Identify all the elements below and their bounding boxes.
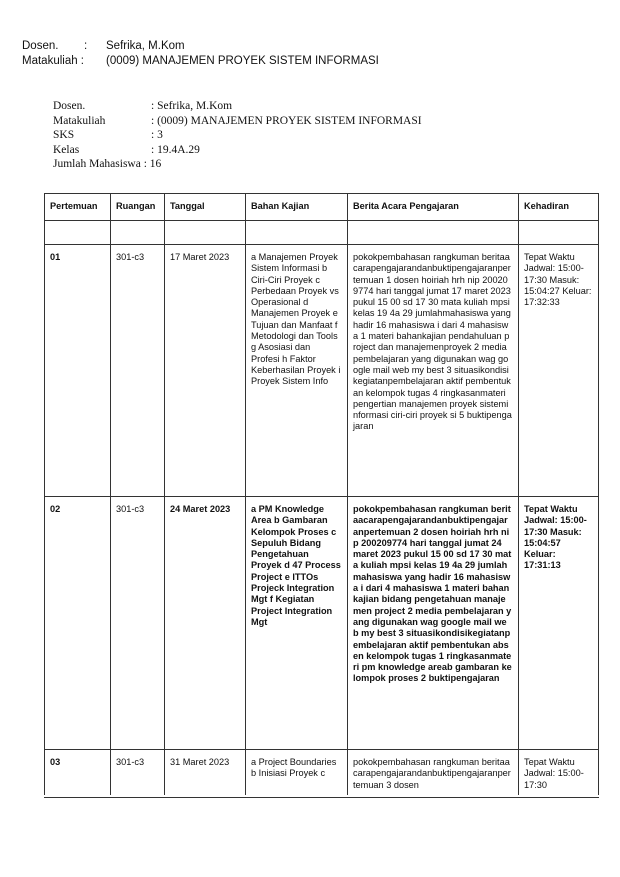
cell-bahan-kajian: a Project Boundaries b Inisiasi Proyek c <box>245 750 347 798</box>
cell-ruangan: 301-c3 <box>110 245 164 497</box>
info-matkul-label: Matakuliah <box>53 114 106 127</box>
table-row <box>44 497 599 750</box>
column-header-ruangan: Ruangan <box>110 194 164 221</box>
table-row <box>44 245 599 497</box>
cell-kehadiran: Tepat Waktu Jadwal: 15:00-17:30 <box>518 750 599 798</box>
info-sks-row <box>53 128 422 143</box>
column-header-berita-acara: Berita Acara Pengajaran <box>347 194 518 221</box>
table-header-row <box>44 194 599 221</box>
table-row <box>44 750 599 798</box>
info-sks-value: : 3 <box>151 129 163 141</box>
column-header-bahan-kajian: Bahan Kajian <box>245 194 347 221</box>
cell-tanggal: 17 Maret 2023 <box>164 245 245 497</box>
info-dosen-label: Dosen. <box>53 100 86 112</box>
header-dosen-label: Dosen. <box>22 40 59 52</box>
cell-pertemuan: 02 <box>44 497 110 750</box>
column-header-pertemuan: Pertemuan <box>44 194 110 221</box>
header-matkul-value: (0009) MANAJEMEN PROYEK SISTEM INFORMASI <box>106 55 379 67</box>
info-matkul-row <box>53 114 422 129</box>
attendance-table <box>44 193 599 798</box>
column-header-tanggal: Tanggal <box>164 194 245 221</box>
info-kelas-value: : 19.4A.29 <box>151 143 200 156</box>
header-matkul-label: Matakuliah : <box>22 55 85 67</box>
cell-pertemuan: 01 <box>44 245 110 497</box>
cell-bahan-kajian: a Manajemen Proyek Sistem Informasi b Ciri-Ciri Proyek c Perbedaan Proyek vs Operasional d Manajemen Proyek e Tujuan dan Manfaat f Metodologi dan Tools g Asosiasi dan Profesi h Faktor Keberhasilan Proyek i Proyek Sistem Info <box>245 245 347 497</box>
info-kelas-label: Kelas <box>53 143 80 156</box>
cell-tanggal: 24 Maret 2023 <box>164 497 245 750</box>
info-dosen-row <box>53 99 422 114</box>
cell-berita-acara: pokokpembahasan rangkuman beritaacarapengajarandanbuktipengajaranpertemuan 2 dosen hoiriah hrh nip 200209774 hari tanggal jumat 24 maret 2023 pukul 15 00 sd 17 30 mata kuliah mpsi kelas 19 4a 29 jumlahmahasiswa yang hadir 16 mahasiswa i dari 4 mahasiswa 1 materi bahankajian bidang pengetahuan manajemen project 2 media pembelajaran yang digunakan wag google mail web my best 3 situasikondisikegiatanpembelajaran aktif pembentukan absen kelompok tugas 1 ringkasanmateri pm knowledge areab gambaran kelompok proses 2 buktipengajaran <box>347 497 518 750</box>
cell-kehadiran: Tepat Waktu Jadwal: 15:00-17:30 Masuk: 15:04:57 Keluar: 17:31:13 <box>518 497 599 750</box>
cell-ruangan: 301-c3 <box>110 497 164 750</box>
header-separator: : <box>84 40 88 52</box>
course-info-block <box>53 99 422 172</box>
header-matkul-line <box>22 55 379 67</box>
cell-ruangan: 301-c3 <box>110 750 164 798</box>
cell-pertemuan: 03 <box>44 750 110 798</box>
cell-tanggal: 31 Maret 2023 <box>164 750 245 798</box>
info-matkul-value: : (0009) MANAJEMEN PROYEK SISTEM INFORMASI <box>151 114 422 127</box>
cell-berita-acara: pokokpembahasan rangkuman beritaacarapengajarandanbuktipengajaranpertemuan 1 dosen hoiriah hrh nip 200209774 hari tanggal jumat 17 maret 2023 pukul 15 00 sd 17 30 mata kuliah mpsi kelas 19 4a 29 jumlahmahasiswa yang hadir 16 mahasiswa i dari 4 mahasiswa 1 materi bahankajian pendahuluan project dan manajemenproyek 2 media pembelajaran yang digunakan wag google mail web my best 3 situasikondisikegiatanpembelajaran aktif pembentukan kelompok tugas 4 ringkasanmateri pengertian manajemen proyek sisteminformasi ciri-ciri proyek si 5 buktipengajaran <box>347 245 518 497</box>
info-jumlah-row <box>53 157 422 172</box>
info-jumlah-label: Jumlah Mahasiswa <box>53 158 141 170</box>
info-kelas-row <box>53 143 422 158</box>
header-dosen-value: Sefrika, M.Kom <box>106 40 185 52</box>
column-header-kehadiran: Kehadiran <box>518 194 599 221</box>
info-sks-label: SKS <box>53 129 75 141</box>
info-jumlah-value: : 16 <box>143 158 162 170</box>
cell-berita-acara: pokokpembahasan rangkuman beritaacarapengajarandanbuktipengajaranpertemuan 3 dosen <box>347 750 518 798</box>
info-dosen-value: : Sefrika, M.Kom <box>151 100 233 112</box>
header-dosen-line <box>22 40 185 52</box>
table-blank-row <box>44 221 599 245</box>
cell-kehadiran: Tepat Waktu Jadwal: 15:00-17:30 Masuk: 15:04:27 Keluar: 17:32:33 <box>518 245 599 497</box>
cell-bahan-kajian: a PM Knowledge Area b Gambaran Kelompok Proses c Sepuluh Bidang Pengetahuan Proyek d 47 Process Project e ITTOs Projeck Integration Mgt f Kegiatan Project Integration Mgt <box>245 497 347 750</box>
